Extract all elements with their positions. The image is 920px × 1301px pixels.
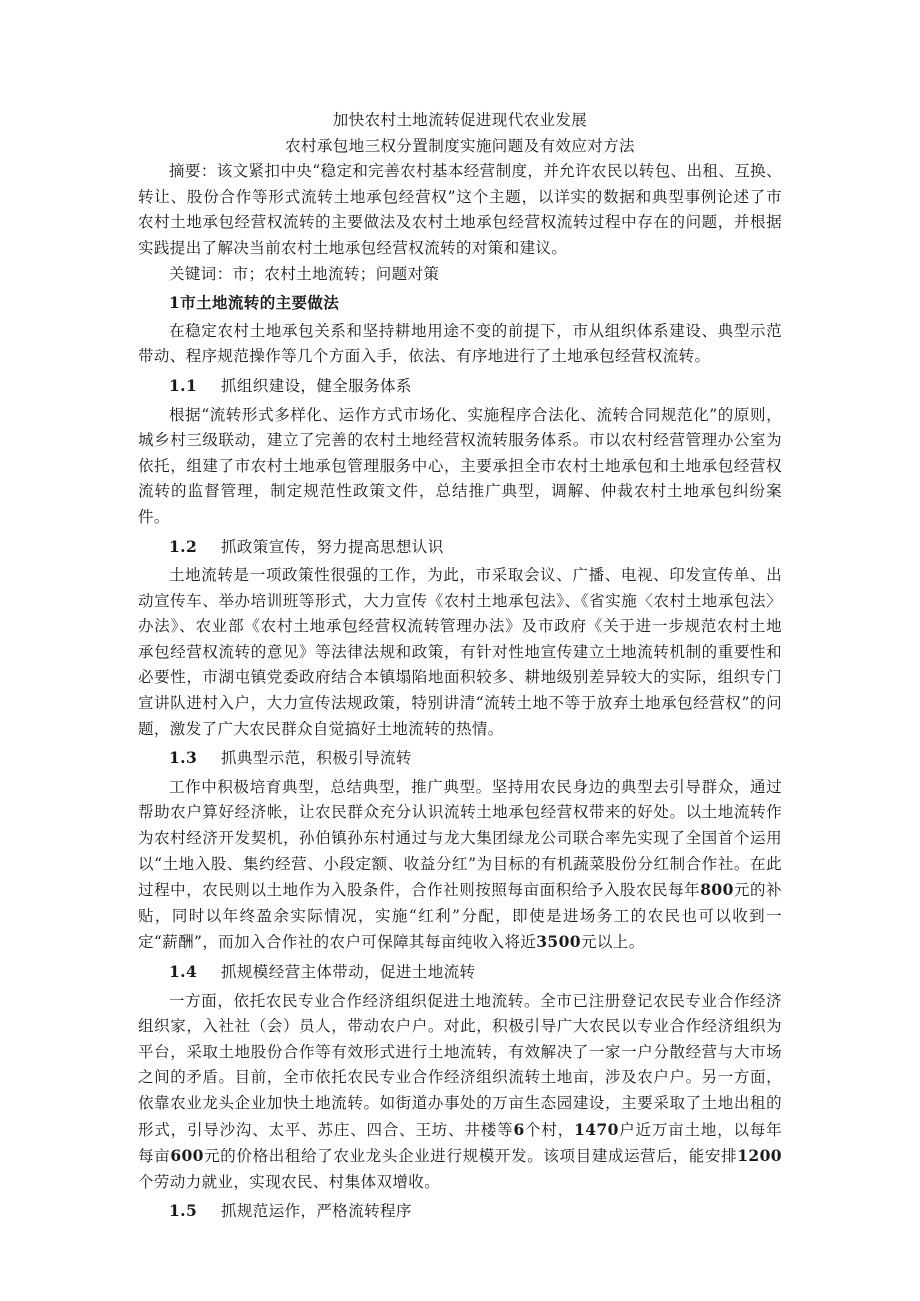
- subsection-1-2-heading: [138, 534, 782, 561]
- subsection-title: 抓规范运作，严格流转程序: [221, 1202, 412, 1221]
- subsection-title: 抓组织建设，健全服务体系: [221, 376, 412, 395]
- subsection-1-1-heading: [138, 373, 782, 400]
- subsection-1-3-text: [138, 775, 782, 956]
- document-subtitle: 农村承包地三权分置制度实施问题及有效应对方法: [285, 136, 635, 155]
- number: 800: [700, 880, 734, 900]
- subsection-1-2-text: 土地流转是一项政策性很强的工作，为此，市采取会议、广播、电视、印发宣传单、出动宣传车、举办培训班等形式，大力宣传《农村土地承包法》、《省实施〈农村土地承包法〉办法》、农业部《农村土地承包经营权流转管理办法》及市政府《关于进一步规范农村土地承包经营权流转的意见》等法律法规和政策，有针对性地宣传建立土地流转机制的重要性和必要性，市湖屯镇党委政府结合本镇塌陷地面积较多、耕地级别差异较大的实际，组织专门宣讲队进村入户，大力宣传法规政策，特别讲清“流转土地不等于放弃土地承包经营权”的问题，激发了广大农民群众自觉搞好土地流转的热情。: [138, 566, 782, 738]
- keywords: 关键词：市；农村土地流转；问题对策: [169, 264, 440, 283]
- subsection-1-4-heading: [138, 959, 782, 986]
- number: 1200: [737, 1146, 782, 1166]
- number: 1470: [574, 1119, 619, 1139]
- document-title: 加快农村土地流转促进现代农业发展: [332, 111, 588, 129]
- document-page: [138, 108, 782, 1228]
- text-segment: 元的补贴，同时以年终盈余实际情况，实施“红利”分配，即使是进场务工的农民也可以收到一定“薪酬”，而加入合作社的农户可保障其每亩纯收入将近: [138, 881, 782, 952]
- subsection-title: 抓规模经营主体带动，促进土地流转: [221, 963, 476, 981]
- subsection-number: 1.2: [169, 536, 198, 556]
- text-segment: 个村，: [524, 1120, 575, 1139]
- subsection-number: 1.1: [169, 375, 198, 395]
- section-title: 市土地流转的主要做法: [180, 293, 340, 313]
- subsection-1-4-text: [138, 989, 782, 1196]
- subsection-title: 抓典型示范，积极引导流转: [221, 749, 412, 768]
- number: 600: [170, 1146, 204, 1166]
- text-segment: 元的价格出租给了农业龙头企业进行规模开发。该项目建成运营后，能安排: [203, 1147, 738, 1166]
- section-number: 1: [169, 293, 181, 313]
- subsection-number: 1.4: [169, 962, 198, 981]
- text-segment: 个劳动力就业，实现农民、村集体双增收。: [138, 1172, 441, 1191]
- subsection-title: 抓政策宣传，努力提高思想认识: [221, 537, 444, 556]
- text-segment: 元以上。: [581, 933, 645, 952]
- subsection-number: 1.3: [169, 748, 198, 768]
- section-1-intro: 在稳定农村土地承包关系和坚持耕地用途不变的前提下，市从组织体系建设、典型示范带动、程序规范操作等几个方面入手，依法、有序地进行了土地承包经营权流转。: [138, 321, 782, 366]
- text-segment: 工作中积极培育典型，总结典型，推广典型。坚持用农民身边的典型去引导群众，通过帮助农户算好经济帐，让农民群众充分认识流转土地承包经营权带来的好处。以土地流转作为农村经济开发契机，孙伯镇孙东村通过与龙大集团绿龙公司联合率先实现了全国首个运用以“土地入股、集约经营、小段定额、收益分红”为目标的有机蔬菜股份分红制合作社。在此过程中，农民则以土地作为入股条件，合作社则按照每亩面积给予入股农民每年: [138, 777, 782, 900]
- section-1-heading: [138, 290, 782, 316]
- abstract: 摘要：该文紧扣中央“稳定和完善农村基本经营制度，并允许农民以转包、出租、互换、转让、股份合作等形式流转土地承包经营权”这个主题，以详实的数据和典型事例论述了市农村土地承包经营权流转的主要做法及农村土地承包经营权流转过程中存在的问题，并根据实践提出了解决当前农村土地承包经营权流转的对策和建议。: [138, 162, 782, 257]
- subsection-1-3-heading: [138, 745, 782, 772]
- text-segment: 户近万亩土地，以每年每亩: [138, 1120, 783, 1166]
- subsection-1-5-heading: [138, 1198, 782, 1225]
- subsection-number: 1.5: [169, 1201, 198, 1221]
- subsection-1-1-text: 根据“流转形式多样化、运作方式市场化、实施程序合法化、流转合同规范化”的原则，城乡村三级联动，建立了完善的农村土地经营权流转服务体系。市以农村经营管理办公室为依托，组建了市农村土地承包管理服务中心，主要承担全市农村土地承包和土地承包经营权流转的监督管理，制定规范性政策文件，总结推广典型，调解、仲裁农村土地承包纠纷案件。: [138, 405, 782, 526]
- number: 3500: [536, 932, 581, 952]
- number: 6: [513, 1119, 525, 1139]
- text-segment: 一方面，依托农民专业合作经济组织促进土地流转。全市已注册登记农民专业合作经济组织家，入社社（会）员人，带动农户户。对此，积极引导广大农民以专业合作经济组织为平台，采取土地股份合作等有效形式进行土地流转，有效解决了一家一户分散经营与大市场之间的矛盾。目前，全市依托农民专业合作经济组织流转土地亩，涉及农户户。另一方面，依靠农业龙头企业加快土地流转。如街道办事处的万亩生态园建设，主要采取了土地出租的形式，引导沙沟、太平、苏庄、四合、王坊、井楼等: [138, 991, 782, 1139]
